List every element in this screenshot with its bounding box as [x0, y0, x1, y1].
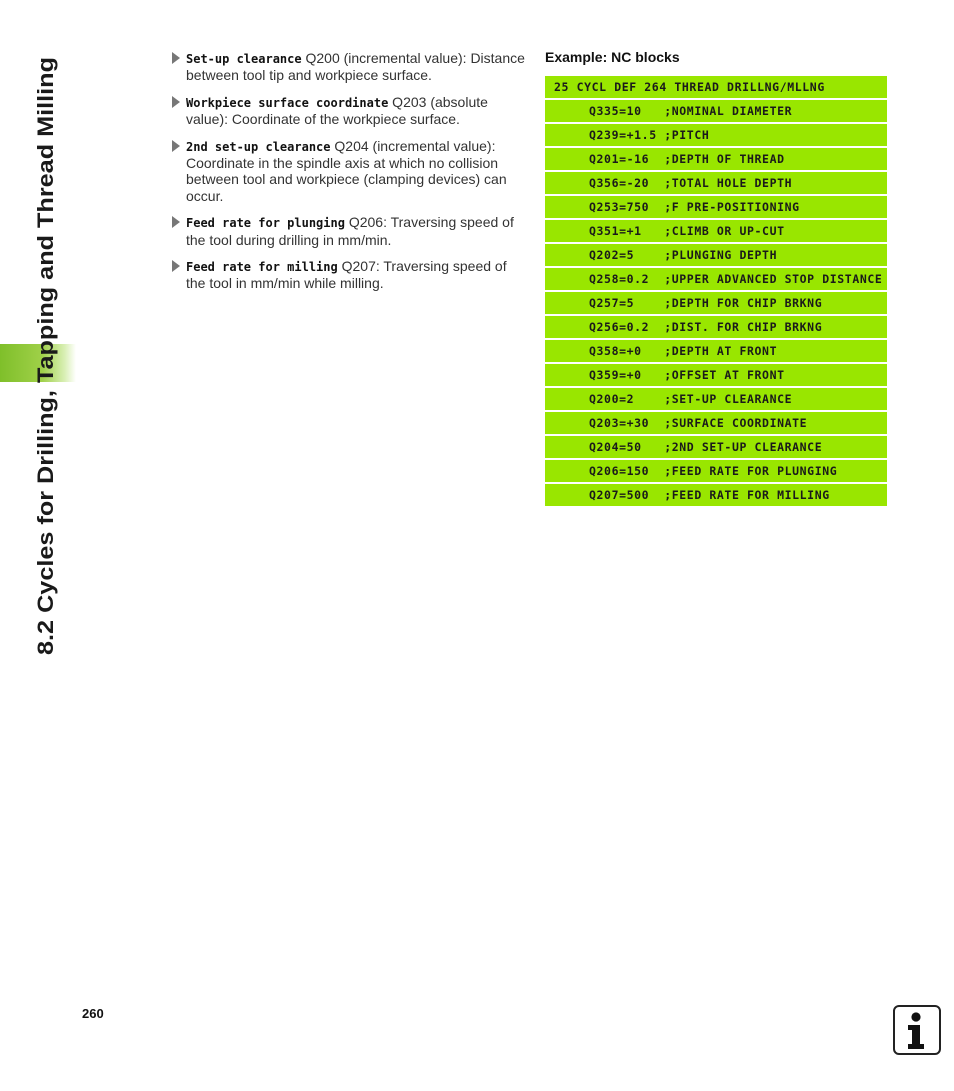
parameter-list	[172, 50, 527, 302]
page-number: 260	[82, 1006, 104, 1021]
arrow-right-icon	[172, 52, 180, 64]
arrow-right-icon	[172, 96, 180, 108]
nc-line: Q203=+30 ;SURFACE COORDINATE	[545, 412, 887, 434]
nc-line: Q358=+0 ;DEPTH AT FRONT	[545, 340, 887, 362]
arrow-right-icon	[172, 260, 180, 272]
param-feed-milling	[172, 258, 527, 292]
nc-block-header: 25 CYCL DEF 264 THREAD DRILLNG/MLLNG	[545, 76, 887, 98]
example-title: Example: NC blocks	[545, 49, 680, 65]
param-description: Q207: Traversing speed of the tool in mm/min while milling.	[186, 258, 507, 292]
param-2nd-setup-clearance	[172, 138, 527, 205]
param-keyword: Workpiece surface coordinate	[186, 95, 389, 110]
info-icon	[893, 1005, 941, 1055]
nc-line: Q257=5 ;DEPTH FOR CHIP BRKNG	[545, 292, 887, 314]
nc-line: Q256=0.2 ;DIST. FOR CHIP BRKNG	[545, 316, 887, 338]
side-title-svg	[27, 55, 59, 655]
side-title-text: 8.2 Cycles for Drilling, Tapping and Thread Milling	[33, 121, 58, 655]
info-glyph	[895, 1007, 939, 1053]
nc-line: Q351=+1 ;CLIMB OR UP-CUT	[545, 220, 887, 242]
param-description: Q206: Traversing speed of the tool during drilling in mm/min.	[186, 214, 514, 248]
nc-line: Q200=2 ;SET-UP CLEARANCE	[545, 388, 887, 410]
nc-line: Q201=-16 ;DEPTH OF THREAD	[545, 148, 887, 170]
param-keyword: Feed rate for milling	[186, 260, 338, 275]
param-keyword: Feed rate for plunging	[186, 216, 345, 231]
nc-line: Q206=150 ;FEED RATE FOR PLUNGING	[545, 460, 887, 482]
param-description: Q204 (incremental value): Coordinate in the spindle axis at which no collision between tool and workpiece (clamping devices) can occur.	[186, 137, 507, 204]
nc-line: Q202=5 ;PLUNGING DEPTH	[545, 244, 887, 266]
param-workpiece-surface	[172, 94, 527, 128]
nc-line: Q207=500 ;FEED RATE FOR MILLING	[545, 484, 887, 506]
chapter-side-title	[27, 55, 59, 655]
nc-line: Q204=50 ;2ND SET-UP CLEARANCE	[545, 436, 887, 458]
param-description: Q200 (incremental value): Distance between tool tip and workpiece surface.	[186, 50, 525, 84]
nc-line: Q258=0.2 ;UPPER ADVANCED STOP DISTANCE	[545, 268, 887, 290]
arrow-right-icon	[172, 216, 180, 228]
param-keyword: 2nd set-up clearance	[186, 139, 331, 154]
nc-line: Q356=-20 ;TOTAL HOLE DEPTH	[545, 172, 887, 194]
nc-line: Q335=10 ;NOMINAL DIAMETER	[545, 100, 887, 122]
nc-line: Q239=+1.5 ;PITCH	[545, 124, 887, 146]
param-description: Q203 (absolute value): Coordinate of the workpiece surface.	[186, 93, 488, 128]
nc-block-list	[545, 76, 887, 508]
nc-line: Q359=+0 ;OFFSET AT FRONT	[545, 364, 887, 386]
param-feed-plunging	[172, 214, 527, 248]
arrow-right-icon	[172, 140, 180, 152]
param-keyword: Set-up clearance	[186, 52, 302, 66]
nc-line: Q253=750 ;F PRE-POSITIONING	[545, 196, 887, 218]
param-setup-clearance	[172, 50, 527, 84]
